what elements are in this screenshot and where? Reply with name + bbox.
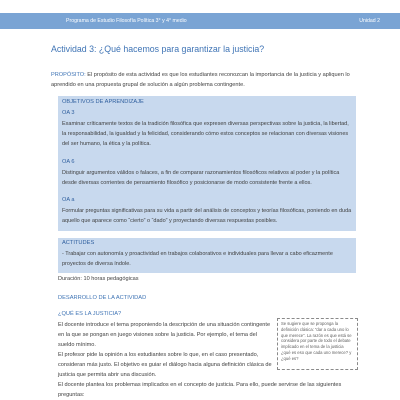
objectives-box — [58, 96, 356, 231]
oa-label: OA a — [62, 197, 75, 203]
attitudes-box — [58, 238, 356, 273]
oa-text: Distinguir argumentos válidos o falaces, a fin de comparar razonamientos filosóficos relativos al poder y la política desde diversas corrientes de pensamiento filosófico y posicionarse de modo consistente frente a ellos. — [62, 170, 340, 186]
development-heading: DESARROLLO DE LA ACTIVIDAD — [58, 295, 147, 301]
activity-title: Actividad 3: ¿Qué hacemos para garantizar la justicia? — [51, 44, 265, 54]
paragraph: El docente introduce el tema proponiendo la descripción de una situación contingente en la que se pongan en juego visiones sobre la justicia. Por ejemplo, el tema del sueldo mínimo. — [58, 322, 271, 348]
oa-text: Examinar críticamente textos de la tradición filosófica que expresen diversas perspectivas sobre la justicia, la libertad, la responsabilidad, la igualdad y la felicidad, considerando cómo estos conceptos se relacionan con diversas visiones del ser humano, la ética y la política. — [62, 121, 349, 147]
attitudes-text: - Trabajar con autonomía y proactividad en trabajos colaborativos e individuales para llevar a cabo eficazmente proyectos de diversa índole. — [62, 251, 333, 267]
section-subheading: ¿QUÉ ES LA JUSTICIA? — [58, 311, 122, 317]
header-bar — [0, 13, 400, 29]
oa-label: OA 3 — [62, 110, 75, 116]
program-title: Programa de Estudio Filosofía Política 3° y 4° medio — [66, 18, 187, 24]
purpose-text: El propósito de esta actividad es que los estudiantes reconozcan la importancia de la justicia y apliquen lo aprendido en una propuesta grupal de solución a algún problema contingente. — [51, 72, 350, 88]
paragraph-full-width: El docente plantea los problemas implicados en el concepto de justicia. Para ello, puede servirse de las siguientes preguntas: — [58, 382, 342, 398]
side-note-box: Se sugiere que se proponga la definición clásica: “dar a cada uno lo que merece”. La razón es que está se considera por parte de todo el debate implicado en el tema de la justicia ¿qué es eso que cada uno merece? y ¿qué es? — [277, 318, 358, 370]
duration-text: Duración: 10 horas pedagógicas — [58, 276, 139, 282]
unit-label: Unidad 2 — [359, 18, 380, 24]
oa-text: Formular preguntas significativas para su vida a partir del análisis de conceptos y teorías filosóficas, poniendo en duda aquello que aparece como “cierto” o “dado” y proyectando diversas respuestas posibles. — [62, 208, 352, 224]
paragraph: El profesor pide la opinión a los estudiantes sobre lo que, en el caso presentado, consideran más justo. El objetivo es guiar el diálogo hacia alguna definición clásica de justicia que permita abrir una discusión. — [58, 352, 272, 378]
purpose-label: PROPÓSITO: — [51, 72, 86, 78]
objectives-heading: OBJETIVOS DE APRENDIZAJE — [62, 99, 144, 105]
body-paragraphs — [58, 320, 272, 380]
oa-label: OA 6 — [62, 159, 75, 165]
purpose-paragraph — [51, 70, 361, 90]
attitudes-heading: ACTITUDES — [62, 240, 95, 246]
